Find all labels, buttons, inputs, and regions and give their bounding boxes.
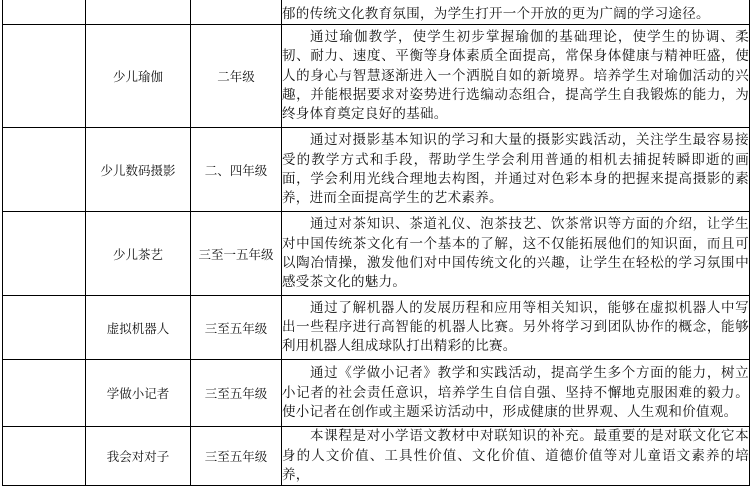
course-name-cell	[86, 0, 191, 25]
course-desc-cell	[282, 25, 750, 128]
course-name-cell: 学做小记者	[86, 360, 191, 427]
course-desc-text: 通过《学做小记者》教学和实践活动，提高学生多个方面的能力，树立小记者的社会责任意识，培养学生自信自强、坚持不懈地克服困难的毅力。使小记者在创作或主题采访活动中，形成健康的世界观、人生观和价值观。	[282, 365, 749, 420]
course-name-cell: 少儿数码摄影	[86, 128, 191, 212]
course-name-cell: 少儿茶艺	[86, 212, 191, 296]
course-desc-text: 通过对茶知识、茶道礼仪、泡茶技艺、饮茶常识等方面的介绍，让学生对中国传统茶文化有一个基本的了解，这不仅能拓展他们的知识面，而且可以陶冶情操，激发他们对中国传统文化的兴趣，让学生在轻松的学习氛围中感受茶文化的魅力。	[282, 216, 749, 291]
course-name-cell: 少儿瑜伽	[86, 25, 191, 128]
course-desc-cell	[282, 128, 750, 212]
table-row	[3, 0, 750, 25]
table-row	[3, 25, 750, 128]
course-desc-text: 本课程是对小学语文教材中对联知识的补充。最重要的是对联文化它本身的人文价值、工具性价值、文化价值、道德价值等对儿童语文素养的培养，	[282, 428, 749, 483]
grade-cell: 三至五年级	[191, 296, 282, 360]
grade-cell: 三至五年级	[191, 427, 282, 486]
grade-cell: 三至一五年级	[191, 212, 282, 296]
course-table	[2, 0, 750, 486]
table-row	[3, 212, 750, 296]
table-row	[3, 360, 750, 427]
blank-cell	[3, 427, 86, 486]
course-desc-cell	[282, 360, 750, 427]
course-desc-text: 通过瑜伽教学，使学生初步掌握瑜伽的基础理论，使学生的协调、柔韧、耐力、速度、平衡等身体素质全面提高，常保身体健康与精神旺盛，使人的身心与智慧逐渐进入一个洒脱自如的新境界。培养学生对瑜伽活动的兴趣，并能根据要求对姿势进行选编动态组合，提高学生自我锻炼的能力，为终身体育奠定良好的基础。	[282, 29, 749, 123]
blank-cell	[3, 296, 86, 360]
grade-cell: 二、四年级	[191, 128, 282, 212]
course-desc-text: 郁的传统文化教育氛围，为学生打开一个开放的更为广阔的学习途径。	[282, 6, 710, 22]
grade-cell: 三至五年级	[191, 360, 282, 427]
table-row	[3, 427, 750, 486]
blank-cell	[3, 25, 86, 128]
course-name-cell: 我会对对子	[86, 427, 191, 486]
course-desc-cell	[282, 427, 750, 486]
course-desc-cell	[282, 0, 750, 25]
blank-cell	[3, 360, 86, 427]
course-desc-text: 通过了解机器人的发展历程和应用等相关知识，能够在虚拟机器人中写出一些程序进行高智能的机器人比赛。另外将学习到团队协作的概念，能够利用机器人组成球队打出精彩的比赛。	[282, 299, 749, 355]
grade-cell: 二年级	[191, 25, 282, 128]
grade-cell	[191, 0, 282, 25]
course-desc-cell	[282, 296, 750, 360]
blank-cell	[3, 128, 86, 212]
course-desc-cell	[282, 212, 750, 296]
blank-cell	[3, 212, 86, 296]
table-row	[3, 296, 750, 360]
course-desc-text: 通过对摄影基本知识的学习和大量的摄影实践活动，关注学生最容易接受的教学方式和手段，帮助学生学会利用普通的相机去捕捉转瞬即逝的画面，学会利用光线合理地去构图，并通过对色彩本身的把握来提高摄影的素养，进而全面提高学生的艺术素养。	[282, 132, 749, 207]
table-row	[3, 128, 750, 212]
course-name-cell: 虚拟机器人	[86, 296, 191, 360]
blank-cell	[3, 0, 86, 25]
